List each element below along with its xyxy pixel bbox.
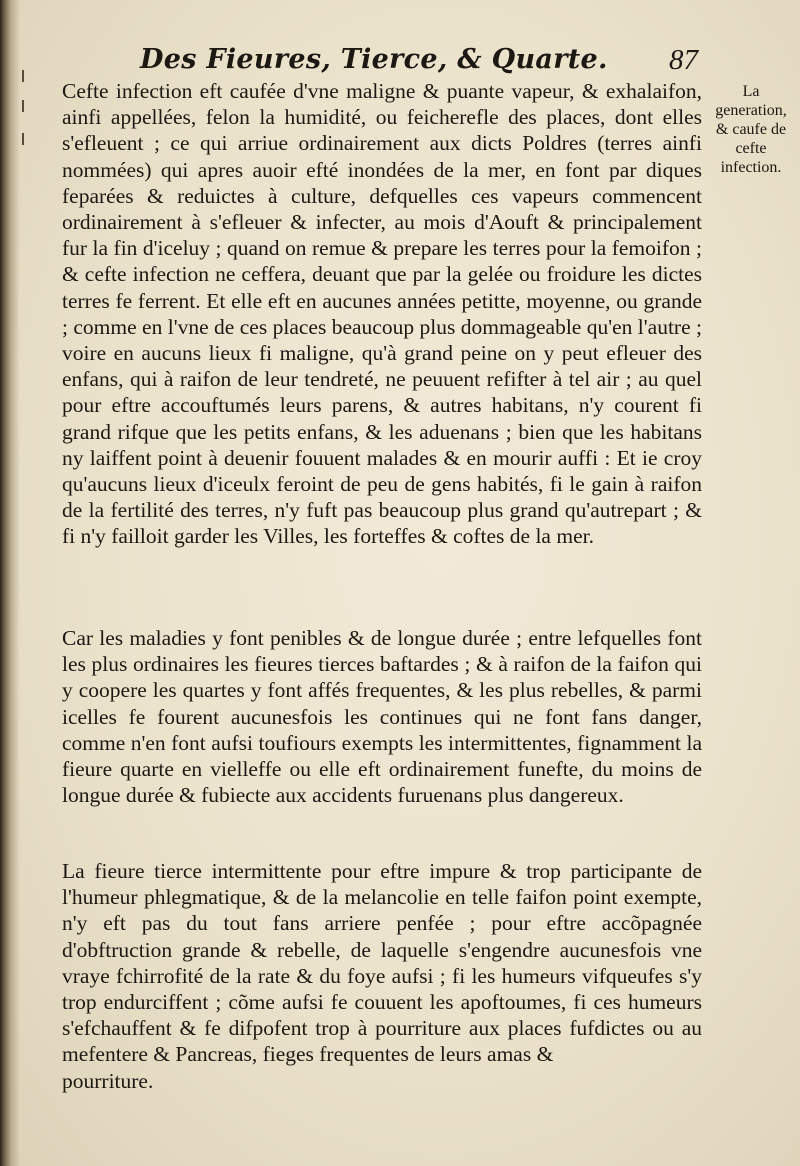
paragraph-2: Car les maladies y font penibles & de longue durée ; entre lefquelles font les plus ordinaires les fieures tierces baftardes ; & à raifon de la faifon qui y coopere les quartes y font affés frequentes, & les plus rebelles, & parmi icelles fe fourent aucunesfois les continues qui ne font fans danger, comme n'en font aufsi toufiours exempts les intermittentes, fignamment la fieure quarte en vielleffe ou elle eft ordinairement funefte, du moins de longue durée & fubiecte aux accidents furuenans plus dangereux. (62, 626, 702, 808)
running-title: Des Fieures, Tierce, & Quarte. (140, 44, 608, 75)
marginal-note: La generation, & caufe de cefte infection. (715, 83, 787, 176)
gutter-mark (22, 100, 24, 112)
paragraph-1: Cefte infection eft caufée d'vne maligne & puante vapeur, & exhalaifon, ainfi appellées, felon la humidité, ou feicherefle des places, dont elles s'efleuent ; ce qui arriue ordinairement aux dicts Poldres (terres ainfi nommées) qui apres auoir efté inondées de la mer, en font par diques feparées & reduictes à culture, defquelles ces vapeurs commencent ordinairement à s'efleuer & infecter, au mois d'Aouft & principalement fur la fin d'iceluy ; quand on remue & prepare les terres pour la femoifon ; & cefte infection ne ceffera, deuant que par la gelée ou froidure les dictes terres fe ferrent. Et elle eft en aucunes années petitte, moyenne, ou grande ; comme en l'vne de ces places beaucoup plus dommageable qu'en l'autre ; voire en aucuns lieux fi maligne, qu'à grand peine on y peut efleuer des enfans, qui à raifon de leur tendreté, ne peuuent refifter à tel air ; au quel pour eftre accouftumés leurs parens, & autres habitans, n'y courent fi grand rifque que les petits enfans, & les aduenans ; bien que les habitans ny laiffent point à deuenir fouuent malades & en mourir auffi : Et ie croy qu'aucuns lieux d'iceulx feroint de peu de gens habités, fi le gain à raifon de la fertilité des terres, n'y fuft pas beaucoup plus grand qu'autrepart ; & fi n'y failloit garder les Villes, les forteffes & coftes de la mer. (62, 79, 702, 549)
closing-word: pourriture. (62, 1068, 154, 1093)
paragraph-3-block (62, 858, 702, 1094)
paragraph-3: La fieure tierce intermittente pour eftre impure & trop participante de l'humeur phlegmatique, & de la melancolie en telle faifon point exempte, n'y eft pas du tout fans arriere penfée ; pour eftre accõpagnée d'obftruction grande & rebelle, de laquelle s'engendre aucunesfois vne vraye fchirrofité de la rate & du foye aufsi ; fi les humeurs vifqueufes s'y trop endurciffent ; cõme aufsi fe couuent les apoftoumes, fi ces humeurs s'efchauffent & fe difpofent trop à pourriture aux places fufdictes ou au mefentere & Pancreas, fieges frequentes de leurs amas & (62, 859, 702, 1067)
gutter-mark (22, 133, 24, 145)
binding-gutter (0, 0, 20, 1166)
page-number: 87 (669, 44, 698, 76)
